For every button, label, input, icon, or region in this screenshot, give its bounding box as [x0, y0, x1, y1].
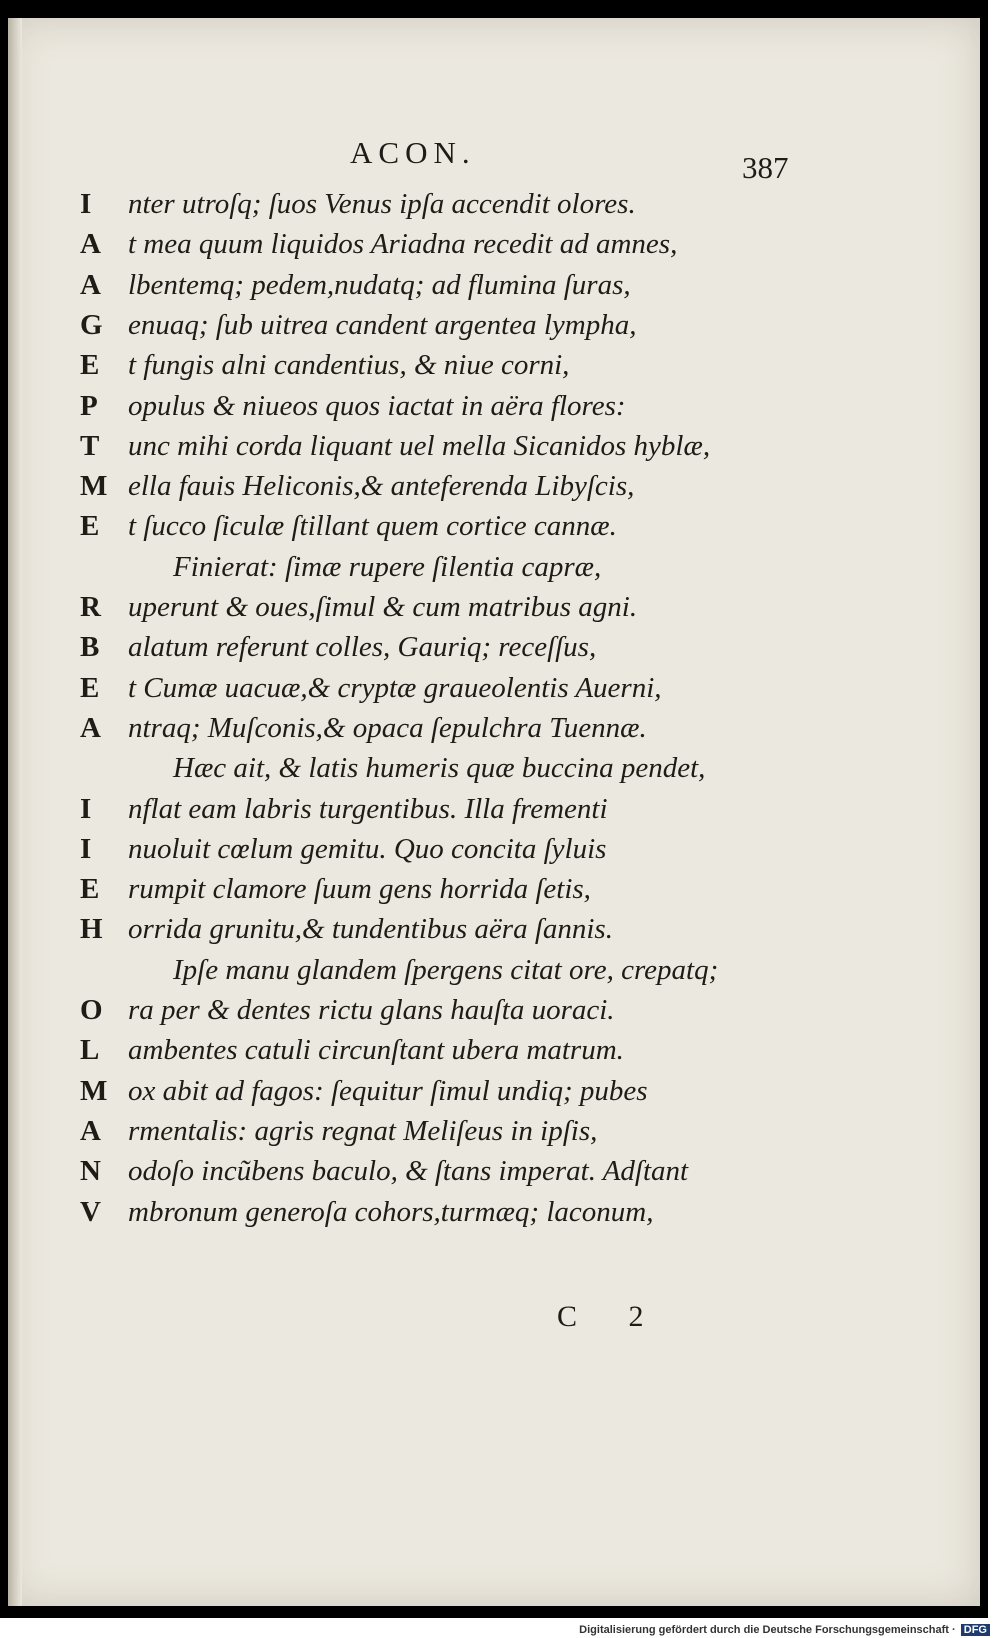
verse-text: ella fauis Heliconis,& anteferenda Libyſcis,	[128, 470, 635, 503]
verse-line	[80, 269, 631, 309]
verse-text: nter utroſq; ſuos Venus ipſa accendit olores.	[128, 188, 636, 220]
verse-initial: I	[80, 832, 92, 865]
verse-initial: V	[80, 1195, 101, 1228]
verse-line	[80, 913, 613, 953]
verse-initial: T	[80, 429, 100, 462]
verse-line	[80, 1115, 597, 1155]
verse-text: ox abit ad fagos: ſequitur ſimul undiq; pubes	[128, 1074, 648, 1107]
verse-initial: L	[80, 1034, 100, 1067]
verse-text: t ſucco ſiculæ ſtillant quem cortice cannæ.	[128, 510, 617, 543]
verse-initial: A	[80, 711, 101, 744]
verse-line	[80, 510, 617, 550]
verse-initial: H	[80, 913, 103, 946]
verse-text: unc mihi corda liquant uel mella Sicanidos hyblæ,	[128, 429, 711, 462]
verse-text: nuoluit cœlum gemitu. Quo concita ſyluis	[128, 832, 607, 865]
verse-initial: E	[80, 349, 100, 382]
verse-text: Ipſe manu glandem ſpergens citat ore, crepatq;	[173, 953, 719, 986]
verse-line	[80, 994, 615, 1034]
dfg-logo: DFG	[961, 1624, 990, 1636]
verse-text: ra per & dentes rictu glans hauſta uoraci.	[128, 994, 615, 1026]
verse-text: Hæc ait, & latis humeris quæ buccina pendet,	[173, 752, 706, 785]
verse-text: enuaq; ſub uitrea candent argentea lympha,	[128, 308, 637, 341]
verse-initial: E	[80, 671, 100, 704]
verse-initial: A	[80, 228, 101, 261]
verse-line	[80, 752, 705, 792]
verse-text: nflat eam labris turgentibus. Illa frementi	[128, 792, 608, 825]
running-title: ACON.	[350, 135, 476, 170]
verse-initial: B	[80, 631, 100, 664]
verse-line	[80, 672, 662, 712]
verse-line	[80, 793, 608, 833]
verse-line	[80, 631, 596, 671]
verse-initial: M	[80, 470, 108, 503]
verse-line	[80, 591, 637, 631]
verse-text: t fungis alni candentius, & niue corni,	[128, 349, 570, 382]
verse-line	[80, 309, 636, 349]
gutter-shadow	[8, 18, 22, 1606]
verse-text: ntraq; Muſconis,& opaca ſepulchra Tuennæ.	[128, 711, 647, 744]
verse-line	[80, 954, 718, 994]
verse-line	[80, 712, 647, 752]
verse-text: opulus & niueos quos iactat in aëra flores:	[128, 389, 626, 422]
verse-initial: N	[80, 1155, 101, 1188]
verse-text: Finierat: ſimæ rupere ſilentia capræ,	[173, 550, 602, 583]
verse-line	[80, 873, 591, 913]
verse-text: mbronum generoſa cohors,turmæq; laconum,	[128, 1195, 654, 1228]
verse-text: ambentes catuli circunſtant ubera matrum.	[128, 1034, 624, 1067]
verse-line	[80, 1034, 624, 1074]
verse-line	[80, 430, 710, 470]
verse-text: rmentalis: agris regnat Meliſeus in ipſis,	[128, 1114, 598, 1147]
verse-text: t mea quum liquidos Ariadna recedit ad amnes,	[128, 228, 678, 261]
verse-line	[80, 390, 626, 430]
verse-text: t Cumæ uacuæ,& cryptæ graueolentis Auerni,	[128, 671, 662, 704]
credit-text: Digitalisierung gefördert durch die Deutsche Forschungsgemeinschaft	[579, 1624, 949, 1636]
verse-initial: G	[80, 308, 103, 341]
verse-initial: O	[80, 994, 103, 1026]
verse-line	[80, 1155, 688, 1195]
verse-line	[80, 551, 601, 591]
verse-line	[80, 349, 569, 389]
verse-line	[80, 1075, 648, 1115]
verse-initial: P	[80, 389, 98, 422]
verse-text: rumpit clamore ſuum gens horrida ſetis,	[128, 873, 591, 906]
verse-text: orrida grunitu,& tundentibus aëra ſannis.	[128, 913, 613, 946]
verse-line	[80, 188, 636, 228]
verse-initial: A	[80, 268, 101, 301]
verse-text: lbentemq; pedem,nudatq; ad flumina ſuras,	[128, 268, 631, 301]
verse-text: odoſo incũbens baculo, & ſtans imperat. Adſtant	[128, 1155, 689, 1188]
digitization-credit: Digitalisierung gefördert durch die Deutsche Forschungsgemeinschaft · DFG	[579, 1624, 990, 1636]
signature-mark: C 2	[557, 1300, 666, 1333]
verse-text: alatum referunt colles, Gauriq; receſſus,	[128, 631, 597, 664]
verse-line	[80, 470, 634, 510]
verse-text: uperunt & oues,ſimul & cum matribus agni.	[128, 591, 638, 623]
verse-line	[80, 228, 677, 268]
verse-initial: A	[80, 1114, 101, 1147]
page-number: 387	[742, 150, 789, 185]
verse-initial: R	[80, 591, 101, 623]
verse-line	[80, 833, 606, 873]
verse-initial: I	[80, 188, 92, 220]
verse-initial: E	[80, 510, 100, 543]
verse-initial: I	[80, 792, 92, 825]
verse-initial: E	[80, 873, 100, 906]
verse-initial: M	[80, 1074, 108, 1107]
verse-line	[80, 1196, 653, 1236]
